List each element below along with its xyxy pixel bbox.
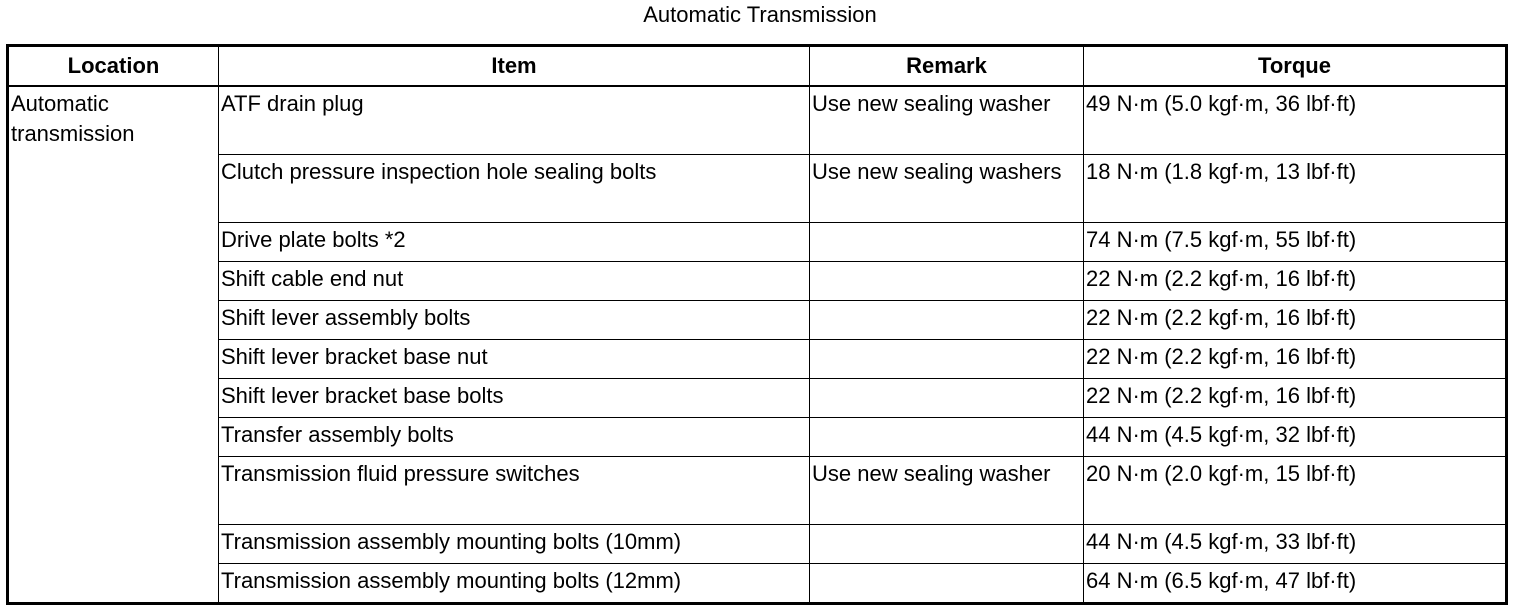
table-row xyxy=(8,418,1507,457)
table-row xyxy=(8,457,1507,525)
table-row xyxy=(8,86,1507,155)
torque-cell: 44 N·m (4.5 kgf·m, 33 lbf·ft) xyxy=(1084,525,1507,564)
torque-cell: 49 N·m (5.0 kgf·m, 36 lbf·ft) xyxy=(1084,86,1507,155)
table-row xyxy=(8,379,1507,418)
torque-cell: 64 N·m (6.5 kgf·m, 47 lbf·ft) xyxy=(1084,564,1507,604)
remark-cell xyxy=(810,525,1084,564)
table-row xyxy=(8,301,1507,340)
remark-cell xyxy=(810,223,1084,262)
table-row xyxy=(8,223,1507,262)
item-cell: Transmission assembly mounting bolts (12mm) xyxy=(219,564,810,604)
torque-cell: 22 N·m (2.2 kgf·m, 16 lbf·ft) xyxy=(1084,301,1507,340)
remark-cell: Use new sealing washer xyxy=(810,86,1084,155)
item-cell: Transfer assembly bolts xyxy=(219,418,810,457)
table-row xyxy=(8,155,1507,223)
item-cell: Shift lever bracket base bolts xyxy=(219,379,810,418)
remark-cell: Use new sealing washers xyxy=(810,155,1084,223)
remark-cell xyxy=(810,418,1084,457)
torque-cell: 22 N·m (2.2 kgf·m, 16 lbf·ft) xyxy=(1084,340,1507,379)
table-row xyxy=(8,340,1507,379)
location-cell: Automatic transmission xyxy=(8,86,219,604)
item-cell: Transmission fluid pressure switches xyxy=(219,457,810,525)
header-remark: Remark xyxy=(810,46,1084,87)
item-cell: Drive plate bolts *2 xyxy=(219,223,810,262)
torque-cell: 22 N·m (2.2 kgf·m, 16 lbf·ft) xyxy=(1084,379,1507,418)
item-cell: Transmission assembly mounting bolts (10mm) xyxy=(219,525,810,564)
item-cell: Shift cable end nut xyxy=(219,262,810,301)
table-row xyxy=(8,262,1507,301)
header-item: Item xyxy=(219,46,810,87)
header-torque: Torque xyxy=(1084,46,1507,87)
page-title: Automatic Transmission xyxy=(643,2,877,27)
item-cell: Shift lever assembly bolts xyxy=(219,301,810,340)
remark-cell xyxy=(810,340,1084,379)
item-cell: Clutch pressure inspection hole sealing bolts xyxy=(219,155,810,223)
header-location: Location xyxy=(8,46,219,87)
torque-cell: 74 N·m (7.5 kgf·m, 55 lbf·ft) xyxy=(1084,223,1507,262)
torque-cell: 20 N·m (2.0 kgf·m, 15 lbf·ft) xyxy=(1084,457,1507,525)
remark-cell xyxy=(810,262,1084,301)
table-row xyxy=(8,525,1507,564)
torque-spec-table xyxy=(6,44,1508,605)
torque-cell: 22 N·m (2.2 kgf·m, 16 lbf·ft) xyxy=(1084,262,1507,301)
item-cell: ATF drain plug xyxy=(219,86,810,155)
remark-cell: Use new sealing washer xyxy=(810,457,1084,525)
table-header-row xyxy=(8,46,1507,87)
remark-cell xyxy=(810,301,1084,340)
torque-cell: 18 N·m (1.8 kgf·m, 13 lbf·ft) xyxy=(1084,155,1507,223)
torque-cell: 44 N·m (4.5 kgf·m, 32 lbf·ft) xyxy=(1084,418,1507,457)
remark-cell xyxy=(810,379,1084,418)
item-cell: Shift lever bracket base nut xyxy=(219,340,810,379)
